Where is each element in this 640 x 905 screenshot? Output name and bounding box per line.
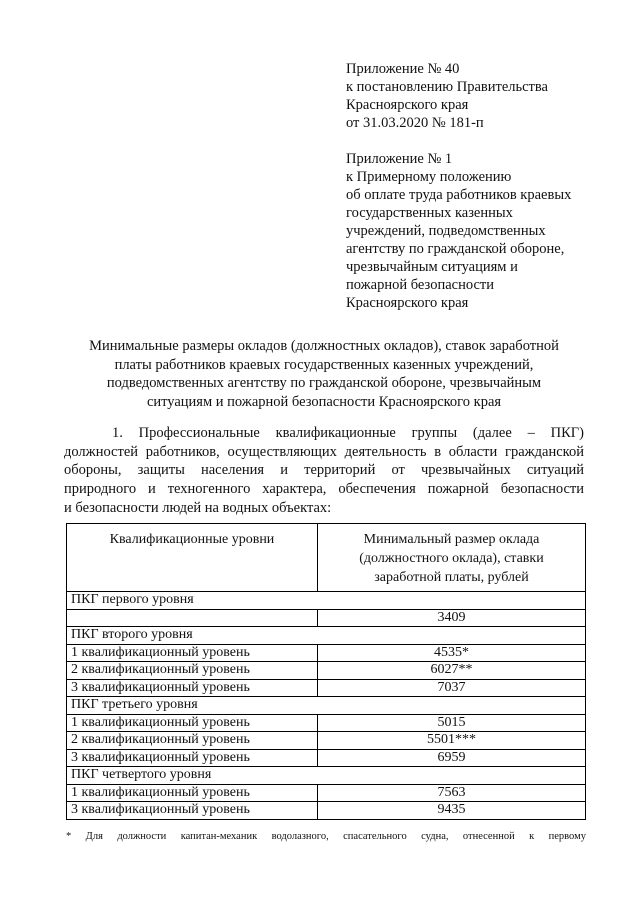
table-header-row <box>67 524 586 592</box>
table-row <box>67 714 586 732</box>
appendix-line: агентству по гражданской обороне, <box>346 241 565 257</box>
salary-cell: 6959 <box>318 749 586 767</box>
appendix-line: об оплате труда работников краевых <box>346 187 572 203</box>
appendix-line: от 31.03.2020 № 181-п <box>346 115 484 131</box>
salary-cell: 6027** <box>318 662 586 680</box>
table-row <box>67 802 586 820</box>
paragraph-line: природного и техногенного характера, обеспечения пожарной безопасности <box>64 481 584 498</box>
appendix-line: учреждений, подведомственных <box>346 223 546 239</box>
salary-table <box>66 523 586 820</box>
group-name: ПКГ третьего уровня <box>67 697 586 715</box>
group-name: ПКГ второго уровня <box>67 627 586 645</box>
level-cell: 1 квалификационный уровень <box>67 714 318 732</box>
appendix-line: пожарной безопасности <box>346 277 494 293</box>
appendix-line: Красноярского края <box>346 295 469 311</box>
title-line: подведомственных агентству по гражданской обороне, чрезвычайным <box>106 375 542 391</box>
title-line: Минимальные размеры окладов (должностных окладов), ставок заработной <box>89 338 559 354</box>
group-row <box>67 592 586 610</box>
level-cell <box>67 609 318 627</box>
salary-cell: 4535* <box>318 644 586 662</box>
salary-cell: 3409 <box>318 609 586 627</box>
header-salary: Минимальный размер оклада (должностного оклада), ставки заработной платы, рублей <box>318 524 586 592</box>
table-row <box>67 749 586 767</box>
level-cell: 3 квалификационный уровень <box>67 749 318 767</box>
salary-cell: 9435 <box>318 802 586 820</box>
appendix-line: Приложение № 1 <box>346 151 453 167</box>
group-row <box>67 627 586 645</box>
appendix-line: государственных казенных <box>346 205 513 221</box>
table-row <box>67 732 586 750</box>
level-cell: 1 квалификационный уровень <box>67 784 318 802</box>
table-row <box>67 644 586 662</box>
paragraph-line: обороны, защиты населения и территорий от чрезвычайных ситуаций <box>64 462 584 479</box>
appendix-line: Приложение № 40 <box>346 61 460 77</box>
intro-paragraph <box>64 424 584 518</box>
level-cell: 1 квалификационный уровень <box>67 644 318 662</box>
document-title <box>64 337 584 411</box>
level-cell: 2 квалификационный уровень <box>67 662 318 680</box>
level-cell: 2 квалификационный уровень <box>67 732 318 750</box>
paragraph-line: и безопасности людей на водных объектах: <box>64 499 332 516</box>
table-row <box>67 609 586 627</box>
salary-cell: 5501*** <box>318 732 586 750</box>
salary-cell: 5015 <box>318 714 586 732</box>
level-cell: 3 квалификационный уровень <box>67 802 318 820</box>
paragraph-line: должностей работников, осуществляющих деятельность в области гражданской <box>64 443 584 460</box>
appendix-1-header <box>346 150 571 312</box>
title-line: платы работников краевых государственных казенных учреждений, <box>114 356 534 373</box>
title-line: ситуациям и пожарной безопасности Красноярского края <box>146 393 502 410</box>
appendix-line: чрезвычайным ситуациям и <box>346 259 518 275</box>
salary-cell: 7037 <box>318 679 586 697</box>
table-row <box>67 662 586 680</box>
paragraph-line: 1. Профессиональные квалификационные группы (далее – ПКГ) <box>112 425 584 441</box>
appendix-line: к Примерному положению <box>346 169 512 185</box>
table-row <box>67 784 586 802</box>
appendix-line: к постановлению Правительства <box>346 79 548 95</box>
salary-cell: 7563 <box>318 784 586 802</box>
appendix-line: Красноярского края <box>346 97 469 113</box>
group-row <box>67 697 586 715</box>
group-row <box>67 767 586 785</box>
level-cell: 3 квалификационный уровень <box>67 679 318 697</box>
group-name: ПКГ первого уровня <box>67 592 586 610</box>
appendix-40-header <box>346 60 548 132</box>
table-row <box>67 679 586 697</box>
header-levels: Квалификационные уровни <box>67 524 318 592</box>
group-name: ПКГ четвертого уровня <box>67 767 586 785</box>
footnote: * Для должности капитан-механик водолазного, спасательного судна, отнесенной к первому <box>66 831 586 842</box>
